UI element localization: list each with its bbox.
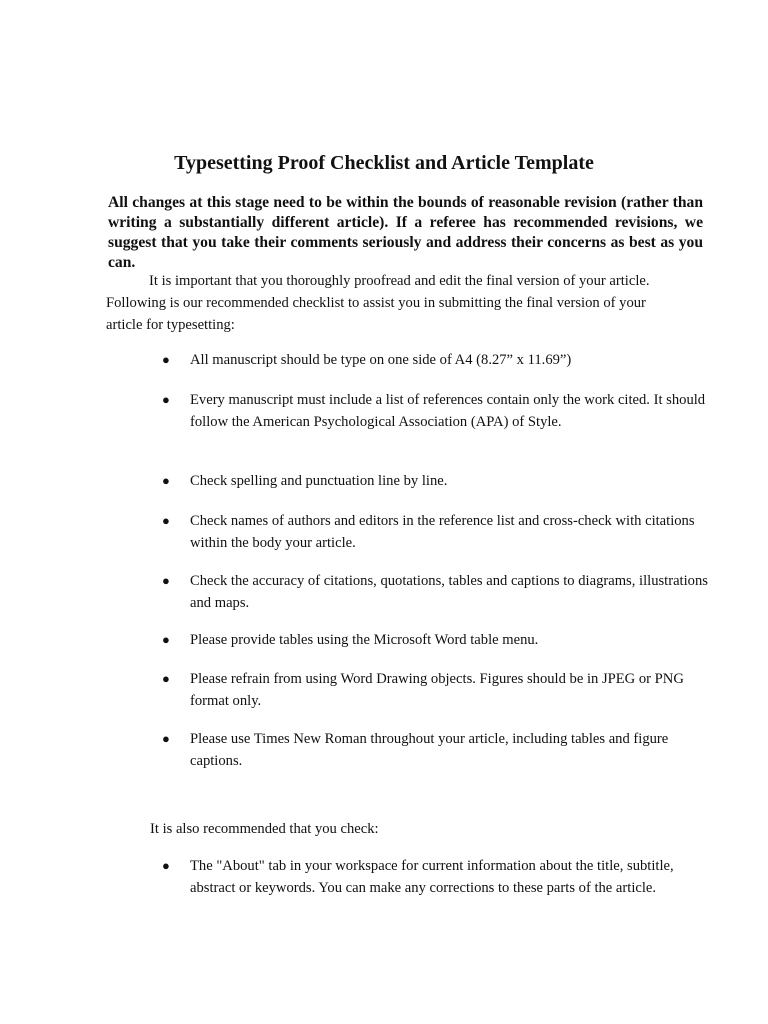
bullet-icon: ● [162,731,170,746]
bullet-icon: ● [162,858,170,873]
checklist-item [0,349,710,389]
checklist-item-text: Please use Times New Roman throughout your article, including tables and figure captions. [190,731,669,769]
lead-paragraph: All changes at this stage need to be within the bounds of reasonable revision (rather than writing a substantially different article). If a referee has recommended revisions, we suggest that you take their comments seriously and address their concerns as best as you can. [108,194,703,271]
additional-checklist [0,855,768,921]
checklist-item [0,570,710,629]
bullet-icon: ● [162,573,170,588]
checklist-item-text: Please refrain from using Word Drawing objects. Figures should be in JPEG or PNG format only. [190,671,684,709]
checklist-item [0,728,710,772]
checklist-item [0,470,710,510]
proof-checklist [0,349,768,772]
bullet-icon: ● [162,392,170,407]
checklist-item-text: Every manuscript must include a list of references contain only the work cited. It should follow the American Psychological Association (APA) of Style. [190,392,706,430]
checklist-item-text: The "About" tab in your workspace for current information about the title, subtitle, abstract or keywords. You can make any corrections to these parts of the article. [190,858,674,896]
checklist-item [0,510,710,570]
intro-paragraph: It is important that you thoroughly proofread and edit the final version of your article. Following is our recommended checklist to assist you in submitting the final version of your article for typesetting: [106,273,650,333]
bullet-icon: ● [162,671,170,686]
bullet-icon: ● [162,632,170,647]
checklist-item [0,668,710,728]
bullet-icon: ● [162,352,170,367]
checklist-item-text: Please provide tables using the Microsoft Word table menu. [190,632,539,648]
checklist-item [0,389,710,470]
checklist-item-text: Check spelling and punctuation line by line. [190,473,448,489]
checklist-item-text: Check the accuracy of citations, quotations, tables and captions to diagrams, illustrations and maps. [190,573,708,611]
bullet-icon: ● [162,513,170,528]
bullet-icon: ● [162,473,170,488]
checklist-item [0,855,710,921]
checklist-item-text: All manuscript should be type on one side of A4 (8.27” x 11.69”) [190,352,572,368]
checklist-item-text: Check names of authors and editors in the reference list and cross-check with citations within the body your article. [190,513,695,551]
document-title: Typesetting Proof Checklist and Article Template [174,152,594,174]
checklist-item [0,629,710,668]
second-intro-paragraph: It is also recommended that you check: [150,821,379,837]
